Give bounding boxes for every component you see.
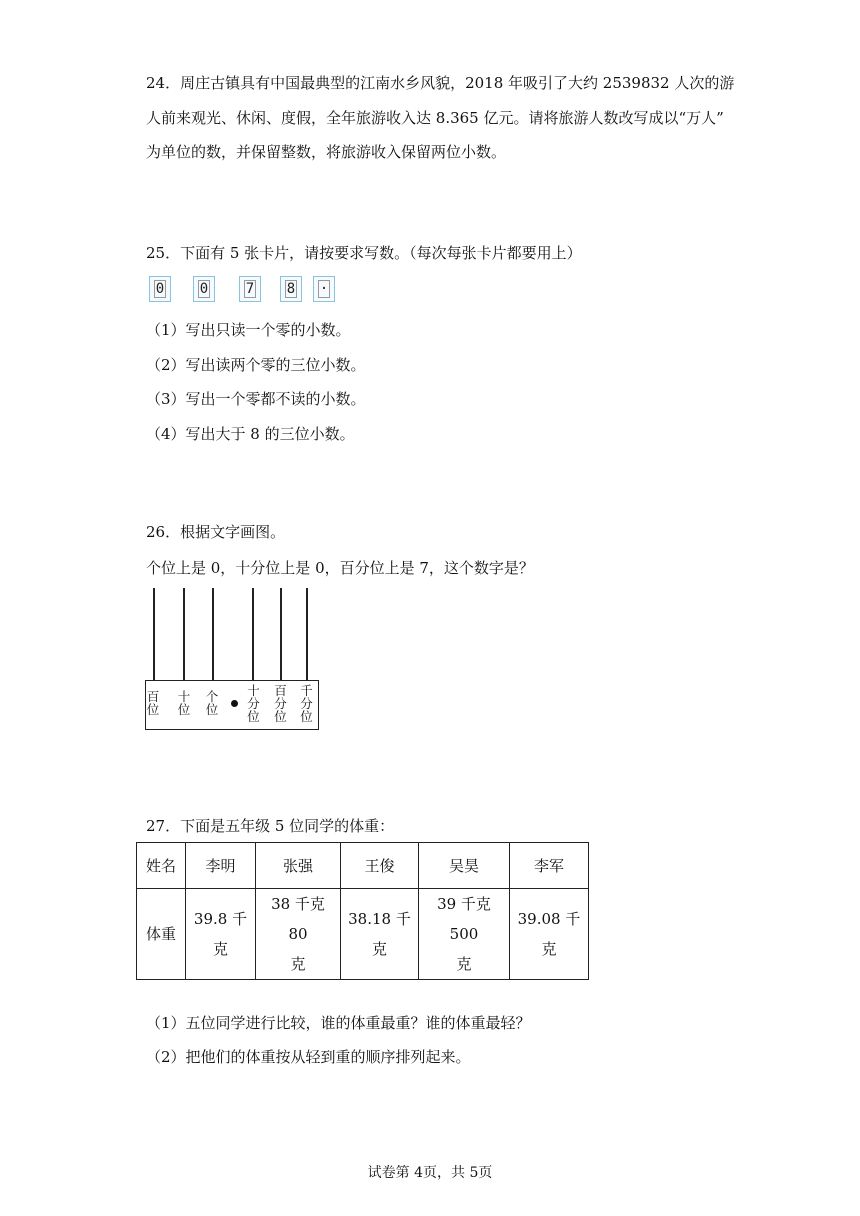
table-header-cell: 王俊 — [341, 843, 419, 889]
table-cell: 38.18 千 克 — [341, 889, 419, 980]
label-thousandths: 千分位 — [300, 683, 313, 724]
label-ones: 个位 — [205, 689, 219, 717]
abacus-rod — [280, 588, 282, 680]
table-header-cell: 张强 — [256, 843, 341, 889]
table-row — [137, 843, 589, 889]
q26-text: 个位上是 0，十分位上是 0，百分位上是 7，这个数字是？ — [146, 559, 534, 577]
label-tenths: 十分位 — [247, 683, 260, 724]
table-row-label: 体重 — [137, 889, 186, 980]
table-row — [137, 889, 589, 980]
q25-sub-3: （3）写出一个零都不读的小数。 — [146, 390, 366, 408]
place-value-abacus — [143, 588, 323, 736]
abacus-rod — [252, 588, 254, 680]
number-card: 8 — [280, 276, 302, 302]
abacus-rod — [153, 588, 155, 680]
q24-line-2: 人前来观光、休闲、度假，全年旅游收入达 8.365 亿元。请将旅游人数改写成以“万人” — [146, 109, 724, 127]
abacus-rod — [212, 588, 214, 680]
table-cell: 39.08 千 克 — [510, 889, 589, 980]
number-card: 0 — [149, 276, 171, 302]
number-card: 7 — [239, 276, 261, 302]
q25-sub-1: （1）写出只读一个零的小数。 — [146, 321, 351, 339]
q25-sub-2: （2）写出读两个零的三位小数。 — [146, 356, 366, 374]
number-card: 0 — [193, 276, 215, 302]
q27-sub-2: （2）把他们的体重按从轻到重的顺序排列起来。 — [146, 1048, 471, 1066]
table-header-cell: 姓名 — [137, 843, 186, 889]
number-cards — [147, 276, 347, 306]
q24-line-3: 为单位的数，并保留整数，将旅游收入保留两位小数。 — [146, 143, 507, 161]
q26-title: 26．根据文字画图。 — [146, 523, 286, 541]
label-hundredths: 百分位 — [274, 683, 287, 724]
abacus-rod — [306, 588, 308, 680]
q24-line-1: 24．周庄古镇具有中国最典型的江南水乡风貌，2018 年吸引了大约 2539832 人次的游 — [146, 74, 735, 92]
number-card: · — [313, 276, 335, 302]
table-header-cell: 吴昊 — [419, 843, 510, 889]
table-cell: 38 千克 80 克 — [256, 889, 341, 980]
abacus-rod — [183, 588, 185, 680]
q25-title: 25．下面有 5 张卡片，请按要求写数。（每次每张卡片都要用上） — [146, 244, 582, 262]
table-cell: 39.8 千 克 — [186, 889, 256, 980]
table-header-cell: 李军 — [510, 843, 589, 889]
q25-sub-4: （4）写出大于 8 的三位小数。 — [146, 425, 355, 443]
label-tens: 十位 — [177, 689, 191, 717]
table-header-cell: 李明 — [186, 843, 256, 889]
q27-sub-1: （1）五位同学进行比较，谁的体重最重？谁的体重最轻？ — [146, 1014, 531, 1032]
weight-table — [136, 842, 589, 980]
q27-title: 27．下面是五年级 5 位同学的体重： — [146, 817, 395, 835]
label-hundreds: 百位 — [146, 689, 160, 717]
decimal-point — [231, 700, 238, 707]
page-footer: 试卷第 4页，共 5页 — [367, 1165, 493, 1181]
table-cell: 39 千克 500 克 — [419, 889, 510, 980]
